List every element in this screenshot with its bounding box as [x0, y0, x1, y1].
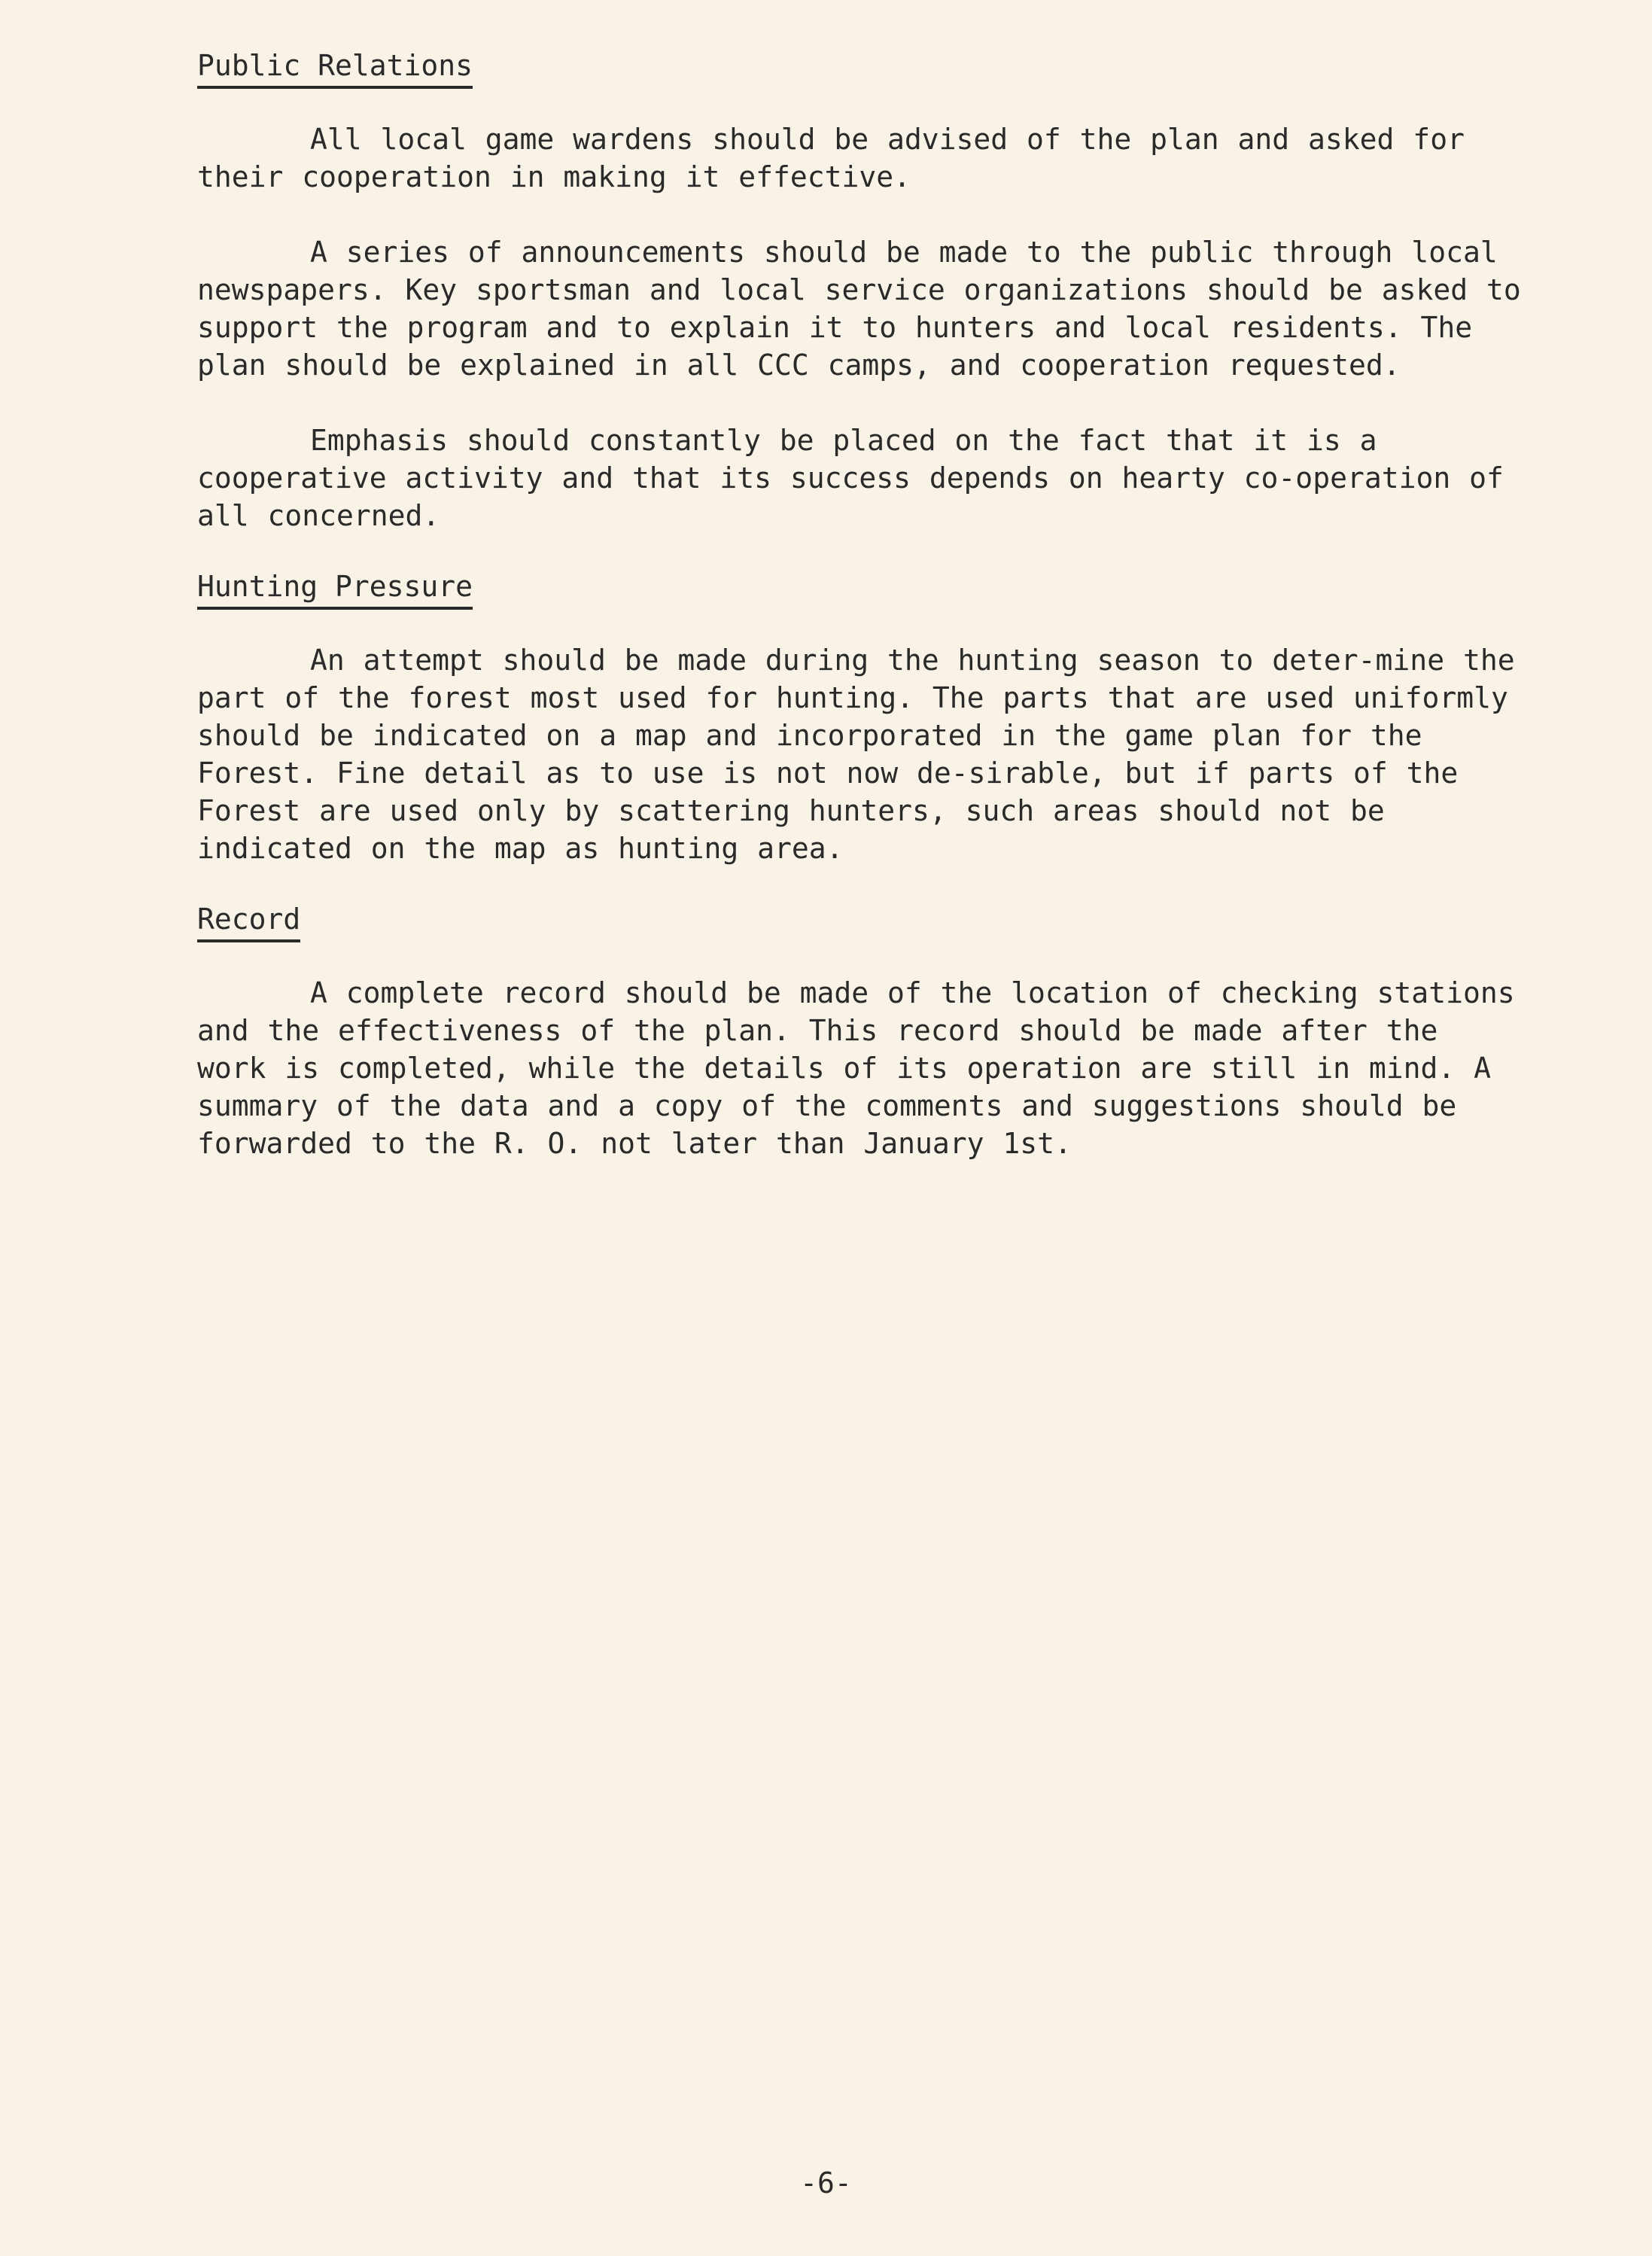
section-hunting-pressure — [197, 568, 1522, 867]
paragraph: An attempt should be made during the hunting season to deter-mine the part of the forest most used for hunting. The parts that are used uniformly should be indicated on a map and incorporated in the game plan for the Forest. Fine detail as to use is not now de-sirable, but if parts of the Forest are used only by scattering hunters, such areas should not be indicated on the map as hunting area. — [197, 644, 1515, 865]
section-heading: Record — [197, 900, 300, 942]
section-heading: Public Relations — [197, 47, 473, 89]
section-public-relations — [197, 47, 1522, 534]
document-body — [197, 47, 1522, 1195]
paragraph: All local game wardens should be advised of the plan and asked for their cooperation in making it effective. — [197, 123, 1465, 193]
paragraph: A series of announcements should be made to the public through local newspapers. Key sportsman and local service organizations should be asked to support the program and to explain it to hunters and local residents. The plan should be explained in all CCC camps, and cooperation requested. — [197, 236, 1521, 382]
section-heading: Hunting Pressure — [197, 568, 473, 610]
page-number: -6- — [800, 2166, 852, 2200]
paragraph: A complete record should be made of the location of checking stations and the effectiveness of the plan. This record should be made after the work is completed, while the details of its operation are still in mind. A summary of the data and a copy of the comments and suggestions should be forwarded to the R. O. not later than January 1st. — [197, 976, 1515, 1160]
paragraph: Emphasis should constantly be placed on the fact that it is a cooperative activity and that its success depends on hearty co-operation of all concerned. — [197, 424, 1504, 532]
section-record — [197, 900, 1522, 1162]
